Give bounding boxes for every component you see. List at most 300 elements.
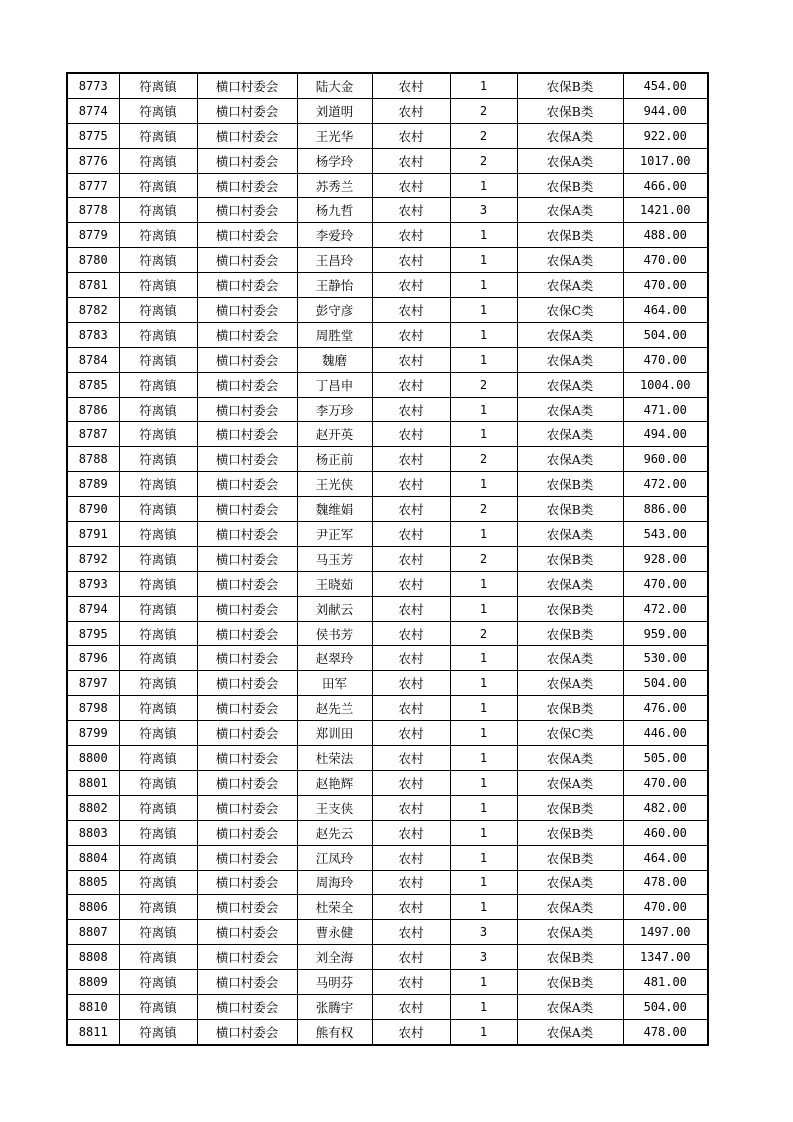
data-table bbox=[66, 72, 709, 1046]
table-row bbox=[67, 248, 708, 273]
cell-village-committee: 横口村委会 bbox=[197, 596, 297, 621]
cell-amount: 472.00 bbox=[623, 472, 708, 497]
table-row bbox=[67, 173, 708, 198]
cell-row-index: 8797 bbox=[67, 671, 119, 696]
cell-person-name: 丁昌申 bbox=[297, 372, 372, 397]
table-row bbox=[67, 322, 708, 347]
table-row bbox=[67, 372, 708, 397]
cell-person-name: 刘献云 bbox=[297, 596, 372, 621]
cell-row-index: 8782 bbox=[67, 298, 119, 323]
table-body bbox=[67, 73, 708, 1045]
cell-amount: 470.00 bbox=[623, 347, 708, 372]
cell-row-index: 8790 bbox=[67, 497, 119, 522]
cell-insurance-class: 农保C类 bbox=[517, 721, 623, 746]
cell-amount: 530.00 bbox=[623, 646, 708, 671]
cell-town: 符离镇 bbox=[119, 571, 197, 596]
cell-town: 符离镇 bbox=[119, 820, 197, 845]
cell-household-count: 1 bbox=[450, 397, 517, 422]
cell-insurance-class: 农保A类 bbox=[517, 322, 623, 347]
cell-town: 符离镇 bbox=[119, 397, 197, 422]
cell-insurance-class: 农保B类 bbox=[517, 596, 623, 621]
cell-town: 符离镇 bbox=[119, 994, 197, 1019]
table-row bbox=[67, 546, 708, 571]
cell-amount: 543.00 bbox=[623, 522, 708, 547]
cell-village-committee: 横口村委会 bbox=[197, 621, 297, 646]
cell-person-name: 田军 bbox=[297, 671, 372, 696]
cell-village-committee: 横口村委会 bbox=[197, 422, 297, 447]
cell-household-count: 1 bbox=[450, 1019, 517, 1044]
cell-row-index: 8810 bbox=[67, 994, 119, 1019]
cell-village-committee: 横口村委会 bbox=[197, 994, 297, 1019]
cell-row-index: 8773 bbox=[67, 73, 119, 98]
cell-person-name: 李万珍 bbox=[297, 397, 372, 422]
cell-person-name: 尹正军 bbox=[297, 522, 372, 547]
cell-row-index: 8805 bbox=[67, 870, 119, 895]
table-row bbox=[67, 198, 708, 223]
cell-person-name: 王光侠 bbox=[297, 472, 372, 497]
cell-amount: 470.00 bbox=[623, 248, 708, 273]
cell-person-name: 赵先兰 bbox=[297, 696, 372, 721]
cell-amount: 470.00 bbox=[623, 273, 708, 298]
cell-household-count: 1 bbox=[450, 347, 517, 372]
cell-village-committee: 横口村委会 bbox=[197, 970, 297, 995]
cell-person-name: 马玉芳 bbox=[297, 546, 372, 571]
cell-amount: 944.00 bbox=[623, 98, 708, 123]
table-row bbox=[67, 621, 708, 646]
cell-village-committee: 横口村委会 bbox=[197, 347, 297, 372]
cell-person-name: 杨正前 bbox=[297, 447, 372, 472]
cell-village-committee: 横口村委会 bbox=[197, 273, 297, 298]
cell-amount: 960.00 bbox=[623, 447, 708, 472]
cell-insurance-class: 农保A类 bbox=[517, 372, 623, 397]
table-row bbox=[67, 795, 708, 820]
cell-area-type: 农村 bbox=[372, 845, 450, 870]
cell-insurance-class: 农保C类 bbox=[517, 298, 623, 323]
cell-household-count: 1 bbox=[450, 571, 517, 596]
cell-town: 符离镇 bbox=[119, 795, 197, 820]
cell-household-count: 1 bbox=[450, 298, 517, 323]
table-row bbox=[67, 347, 708, 372]
cell-area-type: 农村 bbox=[372, 347, 450, 372]
cell-row-index: 8793 bbox=[67, 571, 119, 596]
cell-row-index: 8808 bbox=[67, 945, 119, 970]
cell-amount: 481.00 bbox=[623, 970, 708, 995]
cell-person-name: 赵开英 bbox=[297, 422, 372, 447]
cell-person-name: 王昌玲 bbox=[297, 248, 372, 273]
cell-person-name: 侯书芳 bbox=[297, 621, 372, 646]
cell-row-index: 8788 bbox=[67, 447, 119, 472]
cell-row-index: 8791 bbox=[67, 522, 119, 547]
table-row bbox=[67, 596, 708, 621]
cell-area-type: 农村 bbox=[372, 646, 450, 671]
cell-household-count: 1 bbox=[450, 73, 517, 98]
cell-household-count: 1 bbox=[450, 596, 517, 621]
cell-household-count: 1 bbox=[450, 472, 517, 497]
cell-household-count: 3 bbox=[450, 198, 517, 223]
cell-row-index: 8804 bbox=[67, 845, 119, 870]
cell-town: 符离镇 bbox=[119, 322, 197, 347]
cell-town: 符离镇 bbox=[119, 422, 197, 447]
cell-amount: 471.00 bbox=[623, 397, 708, 422]
cell-village-committee: 横口村委会 bbox=[197, 746, 297, 771]
cell-town: 符离镇 bbox=[119, 920, 197, 945]
cell-area-type: 农村 bbox=[372, 397, 450, 422]
cell-person-name: 刘道明 bbox=[297, 98, 372, 123]
cell-area-type: 农村 bbox=[372, 1019, 450, 1044]
cell-amount: 472.00 bbox=[623, 596, 708, 621]
cell-amount: 446.00 bbox=[623, 721, 708, 746]
cell-insurance-class: 农保B类 bbox=[517, 173, 623, 198]
cell-area-type: 农村 bbox=[372, 298, 450, 323]
cell-insurance-class: 农保A类 bbox=[517, 273, 623, 298]
cell-insurance-class: 农保A类 bbox=[517, 870, 623, 895]
cell-insurance-class: 农保A类 bbox=[517, 920, 623, 945]
cell-person-name: 郑训田 bbox=[297, 721, 372, 746]
cell-insurance-class: 农保B类 bbox=[517, 696, 623, 721]
cell-amount: 470.00 bbox=[623, 895, 708, 920]
cell-insurance-class: 农保A类 bbox=[517, 148, 623, 173]
cell-village-committee: 横口村委会 bbox=[197, 721, 297, 746]
table-row bbox=[67, 73, 708, 98]
cell-person-name: 马明芬 bbox=[297, 970, 372, 995]
cell-town: 符离镇 bbox=[119, 347, 197, 372]
table-row bbox=[67, 223, 708, 248]
cell-insurance-class: 农保A类 bbox=[517, 895, 623, 920]
cell-household-count: 2 bbox=[450, 98, 517, 123]
cell-household-count: 3 bbox=[450, 920, 517, 945]
cell-village-committee: 横口村委会 bbox=[197, 1019, 297, 1044]
cell-village-committee: 横口村委会 bbox=[197, 895, 297, 920]
cell-town: 符离镇 bbox=[119, 646, 197, 671]
cell-area-type: 农村 bbox=[372, 945, 450, 970]
cell-area-type: 农村 bbox=[372, 596, 450, 621]
cell-insurance-class: 农保A类 bbox=[517, 447, 623, 472]
cell-household-count: 2 bbox=[450, 148, 517, 173]
cell-row-index: 8776 bbox=[67, 148, 119, 173]
cell-area-type: 农村 bbox=[372, 870, 450, 895]
cell-row-index: 8789 bbox=[67, 472, 119, 497]
table-row bbox=[67, 148, 708, 173]
cell-row-index: 8800 bbox=[67, 746, 119, 771]
cell-area-type: 农村 bbox=[372, 920, 450, 945]
cell-village-committee: 横口村委会 bbox=[197, 522, 297, 547]
cell-amount: 464.00 bbox=[623, 298, 708, 323]
cell-person-name: 杨九哲 bbox=[297, 198, 372, 223]
cell-area-type: 农村 bbox=[372, 696, 450, 721]
cell-insurance-class: 农保A类 bbox=[517, 522, 623, 547]
cell-area-type: 农村 bbox=[372, 671, 450, 696]
cell-row-index: 8777 bbox=[67, 173, 119, 198]
cell-row-index: 8792 bbox=[67, 546, 119, 571]
cell-town: 符离镇 bbox=[119, 721, 197, 746]
cell-household-count: 2 bbox=[450, 123, 517, 148]
cell-insurance-class: 农保A类 bbox=[517, 571, 623, 596]
cell-insurance-class: 农保A类 bbox=[517, 746, 623, 771]
cell-person-name: 江凤玲 bbox=[297, 845, 372, 870]
cell-amount: 1497.00 bbox=[623, 920, 708, 945]
cell-person-name: 熊有权 bbox=[297, 1019, 372, 1044]
cell-area-type: 农村 bbox=[372, 994, 450, 1019]
table-row bbox=[67, 970, 708, 995]
cell-insurance-class: 农保A类 bbox=[517, 347, 623, 372]
cell-row-index: 8778 bbox=[67, 198, 119, 223]
table-row bbox=[67, 746, 708, 771]
table-row bbox=[67, 671, 708, 696]
cell-person-name: 刘全海 bbox=[297, 945, 372, 970]
cell-area-type: 农村 bbox=[372, 248, 450, 273]
table-row bbox=[67, 397, 708, 422]
cell-household-count: 1 bbox=[450, 696, 517, 721]
cell-row-index: 8774 bbox=[67, 98, 119, 123]
cell-town: 符离镇 bbox=[119, 298, 197, 323]
cell-town: 符离镇 bbox=[119, 198, 197, 223]
cell-household-count: 1 bbox=[450, 770, 517, 795]
cell-household-count: 3 bbox=[450, 945, 517, 970]
cell-amount: 886.00 bbox=[623, 497, 708, 522]
cell-village-committee: 横口村委会 bbox=[197, 397, 297, 422]
cell-town: 符离镇 bbox=[119, 447, 197, 472]
cell-village-committee: 横口村委会 bbox=[197, 920, 297, 945]
cell-person-name: 周海玲 bbox=[297, 870, 372, 895]
cell-village-committee: 横口村委会 bbox=[197, 945, 297, 970]
cell-person-name: 苏秀兰 bbox=[297, 173, 372, 198]
table-row bbox=[67, 845, 708, 870]
cell-village-committee: 横口村委会 bbox=[197, 870, 297, 895]
cell-insurance-class: 农保A类 bbox=[517, 198, 623, 223]
table-row bbox=[67, 646, 708, 671]
cell-area-type: 农村 bbox=[372, 73, 450, 98]
cell-person-name: 王支侠 bbox=[297, 795, 372, 820]
cell-town: 符离镇 bbox=[119, 621, 197, 646]
cell-town: 符离镇 bbox=[119, 870, 197, 895]
cell-area-type: 农村 bbox=[372, 621, 450, 646]
cell-town: 符离镇 bbox=[119, 522, 197, 547]
cell-insurance-class: 农保A类 bbox=[517, 123, 623, 148]
cell-town: 符离镇 bbox=[119, 73, 197, 98]
cell-row-index: 8811 bbox=[67, 1019, 119, 1044]
cell-row-index: 8798 bbox=[67, 696, 119, 721]
cell-amount: 454.00 bbox=[623, 73, 708, 98]
cell-town: 符离镇 bbox=[119, 123, 197, 148]
table-row bbox=[67, 571, 708, 596]
cell-amount: 494.00 bbox=[623, 422, 708, 447]
cell-person-name: 曹永健 bbox=[297, 920, 372, 945]
cell-household-count: 1 bbox=[450, 746, 517, 771]
cell-area-type: 农村 bbox=[372, 970, 450, 995]
cell-insurance-class: 农保A类 bbox=[517, 770, 623, 795]
cell-village-committee: 横口村委会 bbox=[197, 322, 297, 347]
cell-area-type: 农村 bbox=[372, 721, 450, 746]
cell-row-index: 8809 bbox=[67, 970, 119, 995]
cell-area-type: 农村 bbox=[372, 497, 450, 522]
table-row bbox=[67, 895, 708, 920]
cell-insurance-class: 农保B类 bbox=[517, 820, 623, 845]
cell-insurance-class: 农保A类 bbox=[517, 1019, 623, 1044]
cell-household-count: 1 bbox=[450, 223, 517, 248]
table-row bbox=[67, 123, 708, 148]
cell-person-name: 杜荣全 bbox=[297, 895, 372, 920]
cell-amount: 928.00 bbox=[623, 546, 708, 571]
cell-household-count: 2 bbox=[450, 497, 517, 522]
cell-town: 符离镇 bbox=[119, 1019, 197, 1044]
cell-village-committee: 横口村委会 bbox=[197, 571, 297, 596]
cell-row-index: 8794 bbox=[67, 596, 119, 621]
cell-person-name: 王晓茹 bbox=[297, 571, 372, 596]
cell-town: 符离镇 bbox=[119, 845, 197, 870]
cell-area-type: 农村 bbox=[372, 123, 450, 148]
cell-area-type: 农村 bbox=[372, 795, 450, 820]
cell-village-committee: 横口村委会 bbox=[197, 372, 297, 397]
cell-village-committee: 横口村委会 bbox=[197, 223, 297, 248]
cell-amount: 466.00 bbox=[623, 173, 708, 198]
cell-area-type: 农村 bbox=[372, 372, 450, 397]
cell-person-name: 魏维娟 bbox=[297, 497, 372, 522]
cell-insurance-class: 农保B类 bbox=[517, 970, 623, 995]
cell-village-committee: 横口村委会 bbox=[197, 173, 297, 198]
cell-area-type: 农村 bbox=[372, 746, 450, 771]
cell-amount: 505.00 bbox=[623, 746, 708, 771]
cell-town: 符离镇 bbox=[119, 472, 197, 497]
cell-amount: 464.00 bbox=[623, 845, 708, 870]
cell-town: 符离镇 bbox=[119, 895, 197, 920]
cell-amount: 504.00 bbox=[623, 671, 708, 696]
cell-person-name: 赵先云 bbox=[297, 820, 372, 845]
cell-person-name: 赵艳辉 bbox=[297, 770, 372, 795]
cell-area-type: 农村 bbox=[372, 472, 450, 497]
table-row bbox=[67, 447, 708, 472]
table-row bbox=[67, 696, 708, 721]
cell-town: 符离镇 bbox=[119, 770, 197, 795]
cell-amount: 922.00 bbox=[623, 123, 708, 148]
cell-person-name: 杜荣法 bbox=[297, 746, 372, 771]
table-row bbox=[67, 273, 708, 298]
cell-area-type: 农村 bbox=[372, 895, 450, 920]
cell-household-count: 1 bbox=[450, 820, 517, 845]
cell-row-index: 8781 bbox=[67, 273, 119, 298]
cell-insurance-class: 农保B类 bbox=[517, 621, 623, 646]
cell-village-committee: 横口村委会 bbox=[197, 546, 297, 571]
cell-village-committee: 横口村委会 bbox=[197, 820, 297, 845]
cell-village-committee: 横口村委会 bbox=[197, 98, 297, 123]
cell-household-count: 1 bbox=[450, 173, 517, 198]
cell-insurance-class: 农保B类 bbox=[517, 73, 623, 98]
table-row bbox=[67, 422, 708, 447]
cell-person-name: 张腾宇 bbox=[297, 994, 372, 1019]
cell-insurance-class: 农保B类 bbox=[517, 845, 623, 870]
cell-village-committee: 横口村委会 bbox=[197, 148, 297, 173]
cell-person-name: 李爱玲 bbox=[297, 223, 372, 248]
table-row bbox=[67, 920, 708, 945]
cell-insurance-class: 农保B类 bbox=[517, 472, 623, 497]
cell-person-name: 赵翠玲 bbox=[297, 646, 372, 671]
cell-person-name: 彭守彦 bbox=[297, 298, 372, 323]
cell-village-committee: 横口村委会 bbox=[197, 248, 297, 273]
cell-person-name: 陆大金 bbox=[297, 73, 372, 98]
cell-amount: 478.00 bbox=[623, 1019, 708, 1044]
cell-area-type: 农村 bbox=[372, 422, 450, 447]
cell-amount: 1017.00 bbox=[623, 148, 708, 173]
cell-household-count: 1 bbox=[450, 322, 517, 347]
cell-row-index: 8786 bbox=[67, 397, 119, 422]
cell-town: 符离镇 bbox=[119, 970, 197, 995]
cell-amount: 1004.00 bbox=[623, 372, 708, 397]
cell-village-committee: 横口村委会 bbox=[197, 298, 297, 323]
cell-row-index: 8801 bbox=[67, 770, 119, 795]
cell-area-type: 农村 bbox=[372, 571, 450, 596]
table-row bbox=[67, 870, 708, 895]
cell-row-index: 8802 bbox=[67, 795, 119, 820]
cell-person-name: 魏磨 bbox=[297, 347, 372, 372]
cell-household-count: 1 bbox=[450, 895, 517, 920]
cell-amount: 470.00 bbox=[623, 770, 708, 795]
cell-household-count: 1 bbox=[450, 994, 517, 1019]
cell-insurance-class: 农保B类 bbox=[517, 497, 623, 522]
table-row bbox=[67, 522, 708, 547]
cell-area-type: 农村 bbox=[372, 447, 450, 472]
cell-village-committee: 横口村委会 bbox=[197, 795, 297, 820]
table-row bbox=[67, 472, 708, 497]
table-row bbox=[67, 497, 708, 522]
cell-area-type: 农村 bbox=[372, 173, 450, 198]
cell-insurance-class: 农保A类 bbox=[517, 397, 623, 422]
cell-town: 符离镇 bbox=[119, 273, 197, 298]
table-row bbox=[67, 1019, 708, 1044]
cell-row-index: 8784 bbox=[67, 347, 119, 372]
cell-household-count: 2 bbox=[450, 447, 517, 472]
cell-area-type: 农村 bbox=[372, 223, 450, 248]
cell-person-name: 王静怡 bbox=[297, 273, 372, 298]
cell-insurance-class: 农保A类 bbox=[517, 248, 623, 273]
cell-insurance-class: 农保B类 bbox=[517, 795, 623, 820]
cell-village-committee: 横口村委会 bbox=[197, 696, 297, 721]
cell-row-index: 8775 bbox=[67, 123, 119, 148]
cell-insurance-class: 农保B类 bbox=[517, 98, 623, 123]
table-row bbox=[67, 945, 708, 970]
cell-amount: 504.00 bbox=[623, 994, 708, 1019]
cell-town: 符离镇 bbox=[119, 596, 197, 621]
cell-insurance-class: 农保B类 bbox=[517, 945, 623, 970]
cell-village-committee: 横口村委会 bbox=[197, 472, 297, 497]
cell-area-type: 农村 bbox=[372, 98, 450, 123]
cell-town: 符离镇 bbox=[119, 248, 197, 273]
cell-row-index: 8785 bbox=[67, 372, 119, 397]
cell-town: 符离镇 bbox=[119, 98, 197, 123]
cell-row-index: 8779 bbox=[67, 223, 119, 248]
cell-household-count: 1 bbox=[450, 522, 517, 547]
cell-town: 符离镇 bbox=[119, 546, 197, 571]
cell-village-committee: 横口村委会 bbox=[197, 497, 297, 522]
table-row bbox=[67, 298, 708, 323]
cell-household-count: 1 bbox=[450, 845, 517, 870]
cell-area-type: 农村 bbox=[372, 820, 450, 845]
cell-amount: 476.00 bbox=[623, 696, 708, 721]
cell-village-committee: 横口村委会 bbox=[197, 671, 297, 696]
cell-amount: 959.00 bbox=[623, 621, 708, 646]
cell-household-count: 1 bbox=[450, 248, 517, 273]
cell-town: 符离镇 bbox=[119, 173, 197, 198]
cell-row-index: 8783 bbox=[67, 322, 119, 347]
cell-household-count: 1 bbox=[450, 970, 517, 995]
cell-insurance-class: 农保A类 bbox=[517, 422, 623, 447]
cell-village-committee: 横口村委会 bbox=[197, 123, 297, 148]
cell-area-type: 农村 bbox=[372, 522, 450, 547]
cell-village-committee: 横口村委会 bbox=[197, 73, 297, 98]
cell-household-count: 1 bbox=[450, 795, 517, 820]
table-row bbox=[67, 994, 708, 1019]
cell-amount: 478.00 bbox=[623, 870, 708, 895]
cell-amount: 1347.00 bbox=[623, 945, 708, 970]
cell-household-count: 2 bbox=[450, 372, 517, 397]
